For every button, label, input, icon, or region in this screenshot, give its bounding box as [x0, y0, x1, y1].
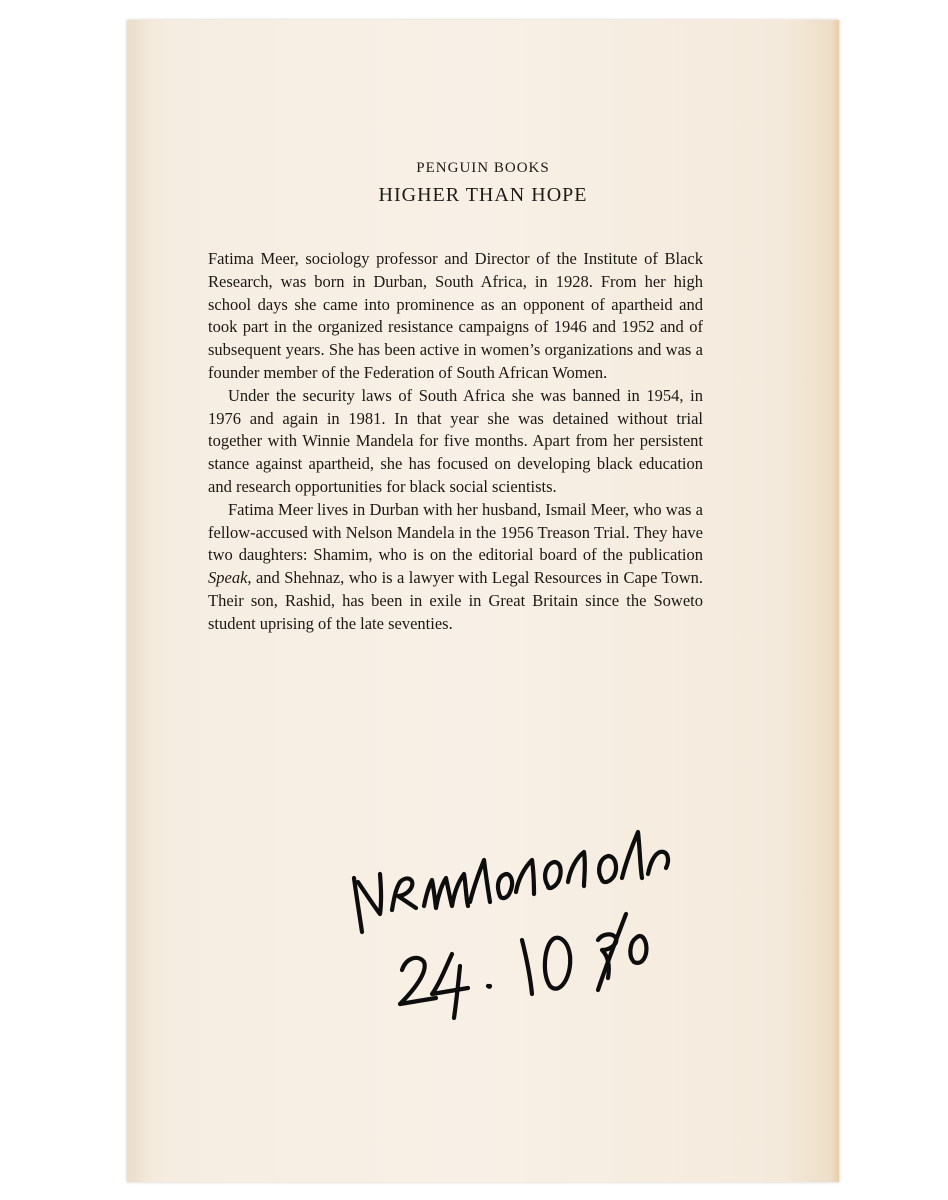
author-biography [208, 248, 703, 636]
bio-text: , and Shehnaz, who is a lawyer with Legal Resources in Cape Town. Their son, Rashid, has been in exile in Great Britain since the Soweto student uprising of the late seventies. [208, 568, 703, 633]
publisher-name: PENGUIN BOOKS [416, 160, 550, 176]
bio-paragraph: Under the security laws of South Africa she was banned in 1954, in 1976 and again in 1981. In that year she was detained without trial together with Winnie Mandela for five months. Apart from her persistent stance against apartheid, she has focused on developing black education and research opportunities for black social scientists. [208, 385, 703, 496]
publication-title: Speak [208, 568, 248, 588]
bio-paragraph: Fatima Meer, sociology professor and Director of the Institute of Black Research, was born in Durban, South Africa, in 1928. From her high school days she came into prominence as an opponent of apartheid and took part in the organized resistance campaigns of 1946 and 1952 and of subsequent years. She has been active in women’s organizations and was a founder member of the Federation of South African Women. [208, 249, 703, 382]
signature-date [400, 914, 646, 1018]
book-title: HIGHER THAN HOPE [378, 184, 588, 206]
bio-text: Fatima Meer lives in Durban with her husband, Ismail Meer, who was a fellow-accused with Nelson Mandela in the 1956 Treason Trial. They have two daughters: Shamim, who is on the editorial board of the publication [208, 499, 703, 565]
handwritten-signature [340, 790, 700, 1040]
bio-paragraph [208, 499, 703, 636]
signature-name [354, 832, 668, 932]
